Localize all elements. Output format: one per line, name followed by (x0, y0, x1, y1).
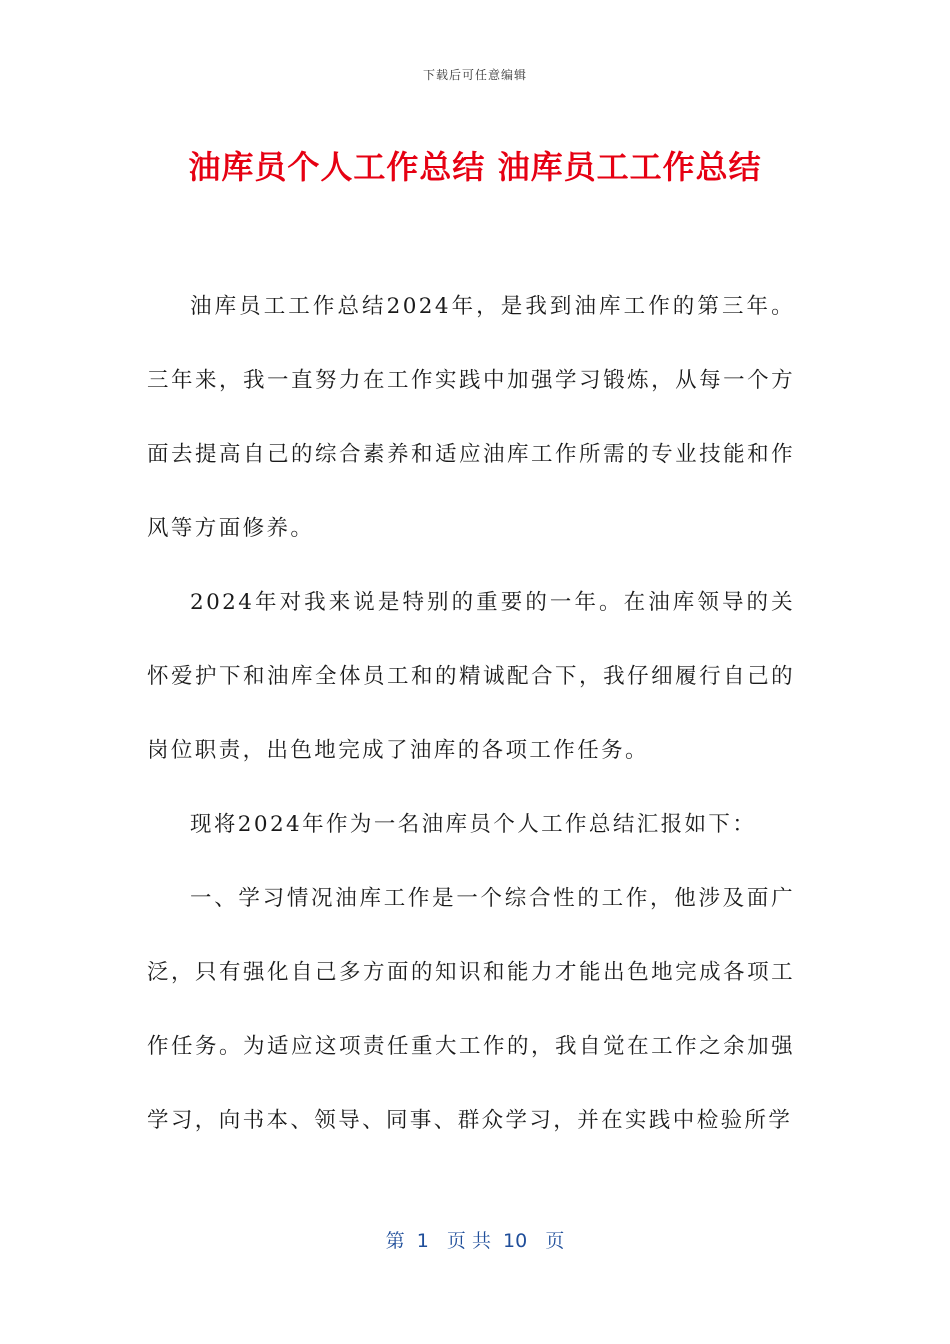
paragraph: 一、学习情况油库工作是一个综合性的工作，他涉及面广泛，只有强化自己多方面的知识和能力才能出色地完成各项工作任务。为适应这项责任重大工作的，我自觉在工作之余加强学习，向书本、领导、同事、群众学习，并在实践中检验所学 (147, 886, 795, 1133)
header-note: 下载后可任意编辑 (422, 68, 527, 82)
document-body (147, 270, 795, 1158)
paragraph: 2024年对我来说是特别的重要的一年。在油库领导的关怀爱护下和油库全体员工和的精诚配合下，我仔细履行自己的岗位职责，出色地完成了油库的各项工作任务。 (147, 590, 795, 763)
paragraph: 油库员工工作总结2024年，是我到油库工作的第三年。三年来，我一直努力在工作实践中加强学习锻炼，从每一个方面去提高自己的综合素养和适应油库工作所需的专业技能和作风等方面修养。 (147, 294, 795, 541)
paragraph: 现将2024年作为一名油库员个人工作总结汇报如下： (190, 812, 757, 837)
document-title: 油库员个人工作总结 油库员工工作总结 (188, 148, 762, 186)
page-footer: 第 1 页 共 10 页 (385, 1230, 565, 1252)
